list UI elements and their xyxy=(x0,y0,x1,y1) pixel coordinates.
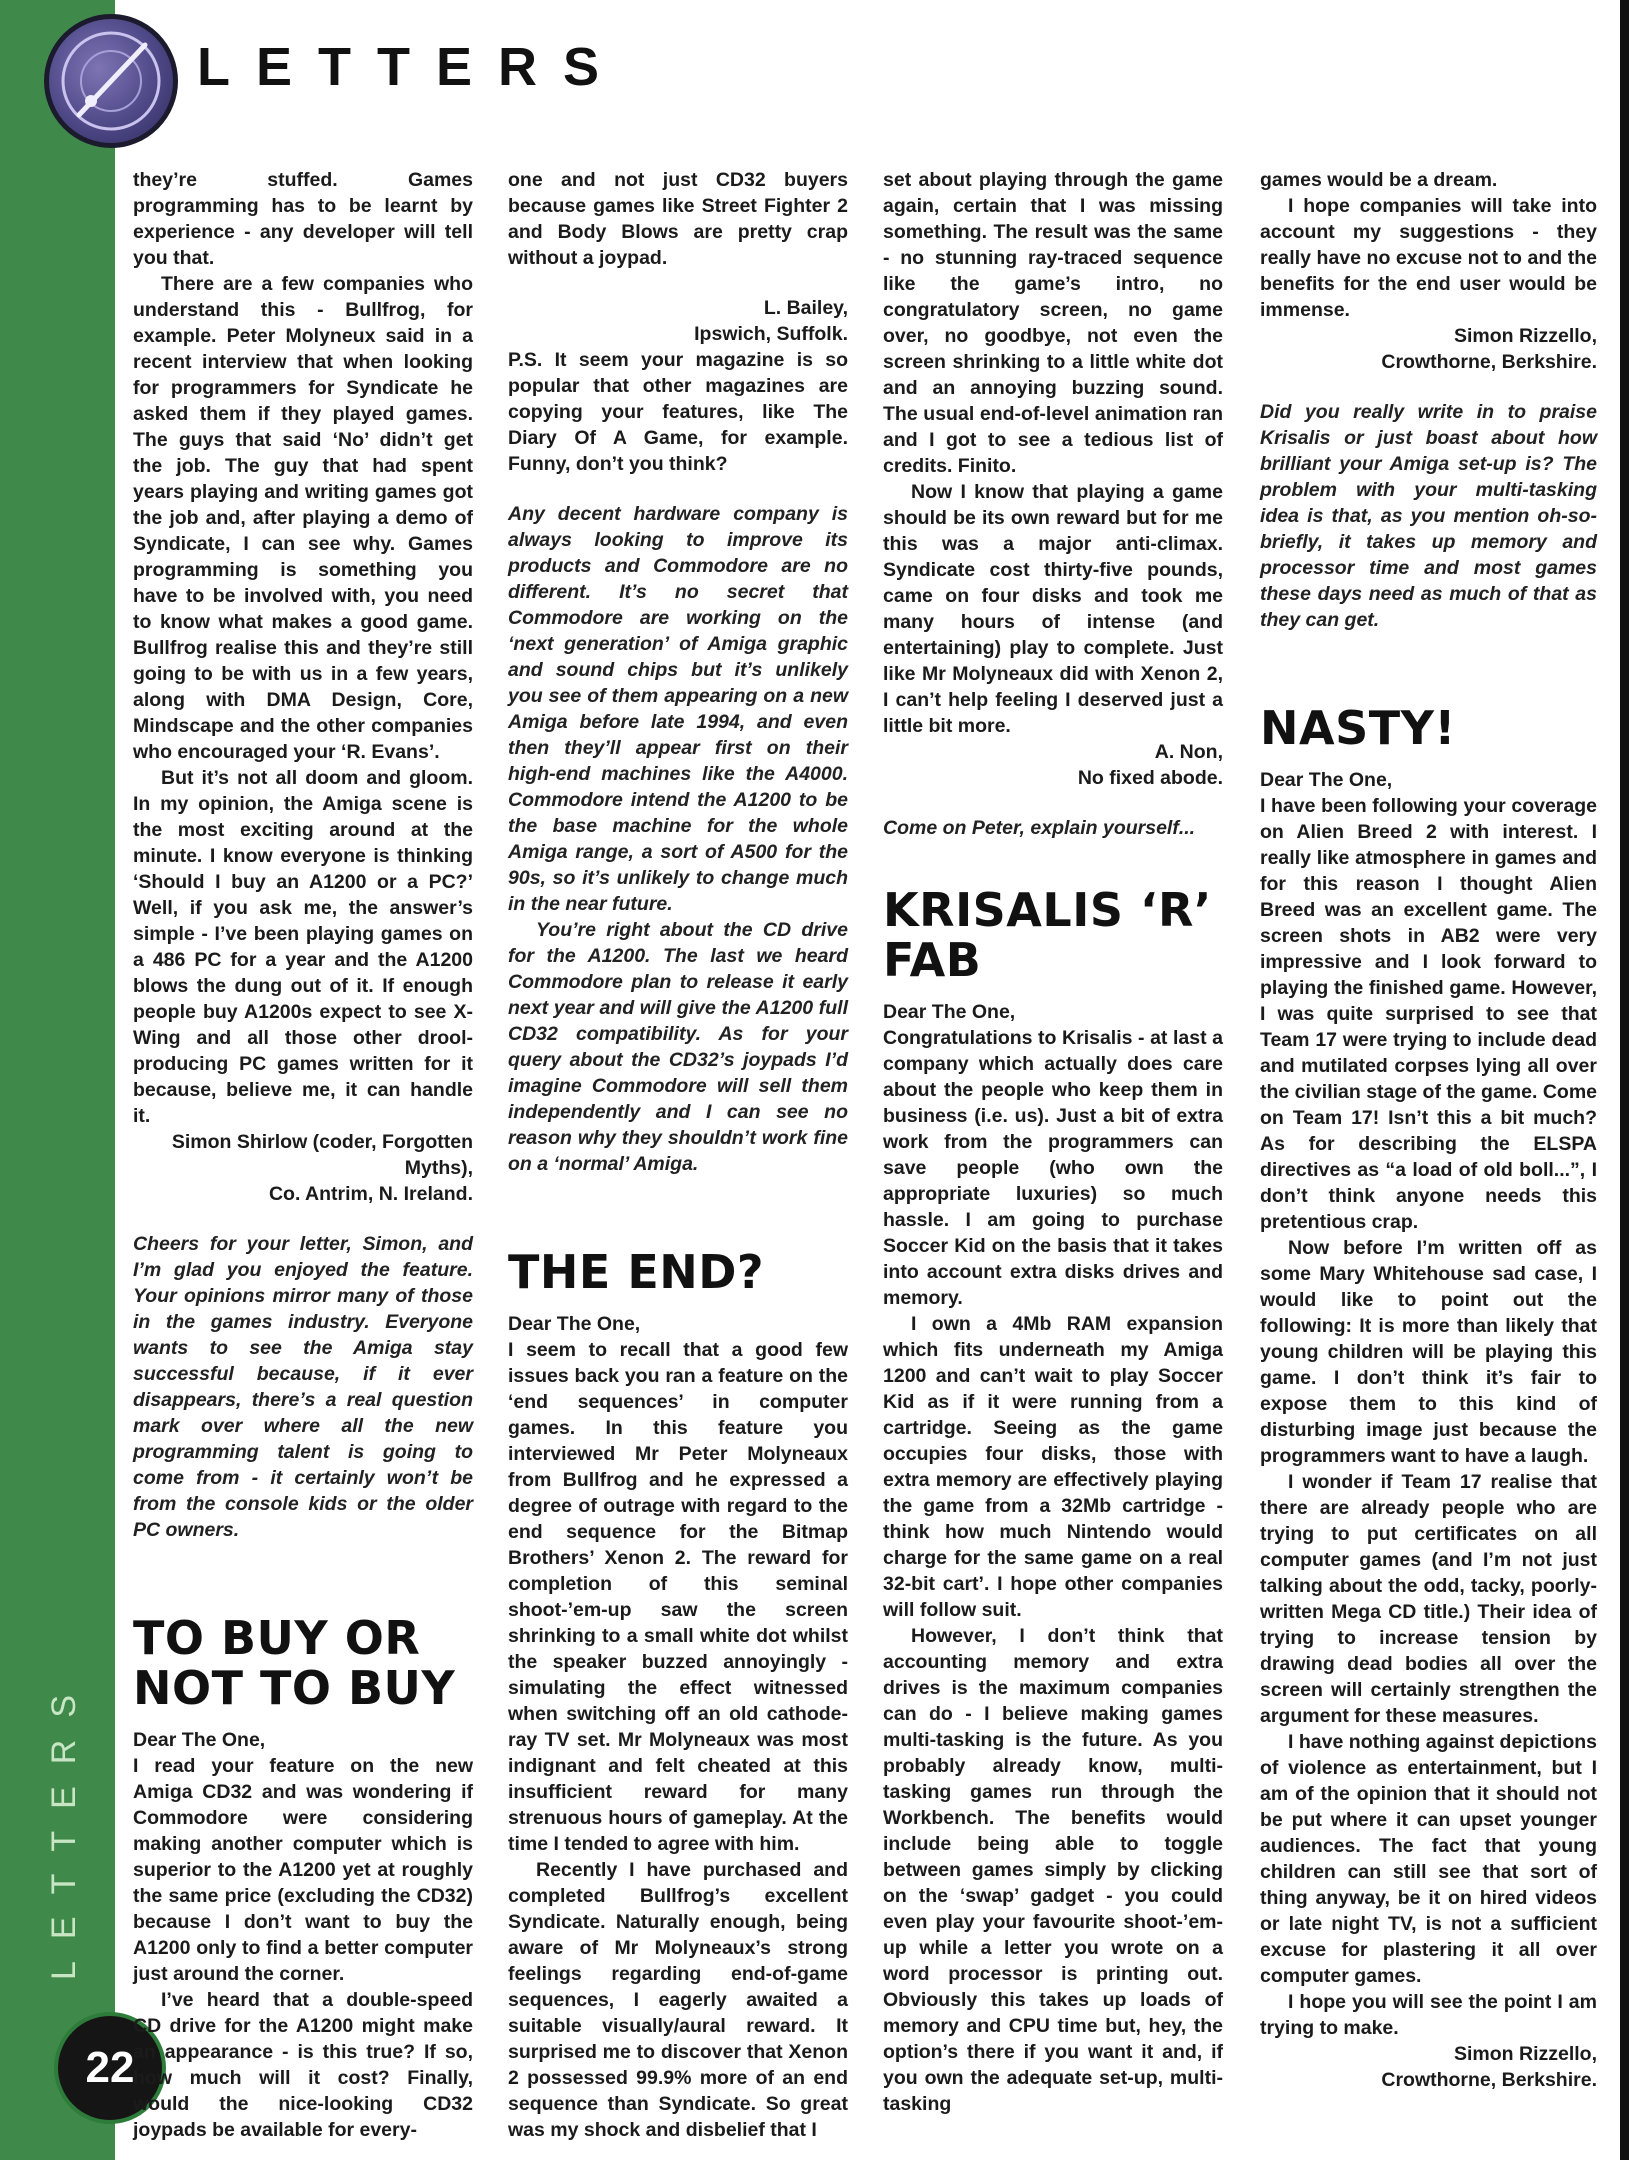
letter-salutation: Dear The One, xyxy=(133,1729,266,1751)
letter-salutation: Dear The One, xyxy=(508,1313,641,1335)
letter-signature-place: Crowthorne, Berkshire. xyxy=(1381,2069,1597,2091)
column-1 xyxy=(133,167,473,2143)
letter-signature-place: Crowthorne, Berkshire. xyxy=(1381,351,1597,373)
letter-paragraph: Congratulations to Krisalis - at last a company which actually does care about the people who keep them in business (i.e. us). Just a bit of extra work from the programmers can save people (who own the appropriate luxuries) so much hassle. I am going to purchase Soccer Kid on the basis that it takes into account extra disks drives and memory. xyxy=(883,1027,1223,1309)
editor-reply: Come on Peter, explain yourself... xyxy=(883,817,1196,839)
letter-paragraph: Recently I have purchased and completed Bullfrog’s excellent Syndicate. Naturally enough, being aware of Mr Molyneaux’s strong feelings regarding end-of-game sequences, I eagerly awaited a suitable visually/aural reward. It surprised me to discover that Xenon 2 possessed 99.9% more of an end sequence than Syndicate. So great was my shock and disbelief that I xyxy=(508,1859,848,2141)
letter-paragraph: one and not just CD32 buyers because games like Street Fighter 2 and Body Blows are pretty crap without a joypad. xyxy=(508,169,848,269)
letter-paragraph: Now I know that playing a game should be its own reward but for me this was a major anti-climax. Syndicate cost thirty-five pounds, came on four disks and took me many hours of intense (and entertaining) play to complete. Just like Mr Molyneaux did with Xenon 2, I can’t help feeling I deserved just a little bit more. xyxy=(883,481,1223,737)
letters-logo-icon xyxy=(44,14,178,148)
section-heading: KRISALIS ‘R’ FAB xyxy=(883,883,1212,987)
section-heading: NASTY! xyxy=(1260,701,1456,755)
section-heading: THE END? xyxy=(508,1245,765,1299)
letter-paragraph: I read your feature on the new Amiga CD32 and was wondering if Commodore were considering making another computer which is superior to the A1200 yet at roughly the same price (excluding the CD32) because I don’t want to buy the A1200 only to find a better computer just around the corner. xyxy=(133,1755,473,1985)
letter-signature-name: L. Bailey, xyxy=(763,297,848,319)
column-2 xyxy=(508,167,848,2143)
sidebar-letters-text: LETTERS xyxy=(45,1672,83,1980)
letter-paragraph: However, I don’t think that accounting memory and extra drives is the maximum companies can do - I believe making games multi-tasking is the future. As you probably already know, multi-tasking games run through the Workbench. The benefits would include being able to toggle between games simply by clicking on the ‘swap’ gadget - you could even play your favourite shoot-’em-up while a letter you wrote on a word processor is printing out. Obviously this takes up loads of memory and CPU time but, hey, the option’s there if you want it and, if you own the adequate set-up, multi-tasking xyxy=(883,1625,1223,2115)
letter-paragraph: they’re stuffed. Games programming has to be learnt by experience - any developer will tell you that. xyxy=(133,169,473,269)
editor-reply: Did you really write in to praise Krisalis or just boast about how brilliant your Amiga set-up is? The problem with your multi-tasking idea is that, as you mention oh-so-briefly, it takes up memory and processor time and most games these days need as much of that as they can get. xyxy=(1260,401,1597,631)
letter-salutation: Dear The One, xyxy=(1260,769,1393,791)
green-sidebar xyxy=(0,0,115,2160)
letter-paragraph: games would be a dream. xyxy=(1260,169,1498,191)
column-4 xyxy=(1260,167,1597,2093)
letter-paragraph: There are a few companies who understand this - Bullfrog, for example. Peter Molyneux said in a recent interview that when looking for programmers for Syndicate he asked them if they played games. The guys that said ‘No’ didn’t get the job. The guy that had spent years playing and writing games got the job and, after playing a demo of Syndicate, I can see why. Games programming is something you have to be involved with, you need to know what makes a good game. Bullfrog realise this and they’re still going to be with us in a few years, along with DMA Design, Core, Mindscape and the other companies who encouraged your ‘R. Evans’. xyxy=(133,273,473,763)
letter-postscript: P.S. It seem your magazine is so popular that other magazines are copying your features, like The Diary Of A Game, for example. Funny, don’t you think? xyxy=(508,349,848,475)
editor-reply: Any decent hardware company is always looking to improve its products and Commodore are no different. It’s no secret that Commodore are working on the ‘next generation’ of Amiga graphic and sound chips but it’s unlikely you see of them appearing on a new Amiga before late 1994, and even then they’ll appear first on their high-end machines like the A4000. Commodore intend the A1200 to be the base machine for the whole Amiga range, a sort of A500 for the 90s, so it’s unlikely to change much in the near future. xyxy=(508,503,848,915)
letter-paragraph: Now before I’m written off as some Mary Whitehouse sad case, I would like to point out the following: It is more than likely that young children will be playing this game. I don’t think it’s fair to expose them to this kind of disturbing image just because the programmers want to have a laugh. xyxy=(1260,1237,1597,1467)
column-3 xyxy=(883,167,1223,2117)
section-heading: TO BUY OR NOT TO BUY xyxy=(133,1611,456,1715)
letter-paragraph: I hope you will see the point I am trying to make. xyxy=(1260,1991,1597,2039)
letter-paragraph: set about playing through the game again, certain that I was missing something. The result was the same - no stunning ray-traced sequence like the game’s intro, no congratulatory screen, no game over, no goodbye, not even the screen shrinking to a little white dot and an annoying buzzing sound. The usual end-of-level animation ran and I got to see a tedious list of credits. Finito. xyxy=(883,169,1223,477)
letter-paragraph: I seem to recall that a good few issues back you ran a feature on the ‘end sequences’ in computer games. In this feature you interviewed Mr Peter Molyneaux from Bullfrog and he expressed a degree of outrage with regard to the end sequence for the Bitmap Brothers’ Xenon 2. The reward for completion of this seminal shoot-’em-up saw the screen shrinking to a small white dot whilst the speaker buzzed annoyingly - simulating the effect witnessed when switching off an old cathode-ray TV set. Mr Molyneaux was most indignant and felt cheated at this insufficient reward for many strenuous hours of gameplay. At the time I tended to agree with him. xyxy=(508,1339,848,1855)
letter-signature-place: Ipswich, Suffolk. xyxy=(694,323,848,345)
letter-paragraph: I’ve heard that a double-speed CD drive for the A1200 might make an appearance - is this true? If so, how much will it cost? Finally, would the nice-looking CD32 joypads be available for every- xyxy=(133,1989,473,2141)
letter-signature-place: Co. Antrim, N. Ireland. xyxy=(268,1183,473,1205)
letter-signature-name: Simon Rizzello, xyxy=(1453,325,1597,347)
letter-signature-name: Simon Rizzello, xyxy=(1453,2043,1597,2065)
letter-paragraph: I have nothing against depictions of violence as entertainment, but I am of the opinion that it should not be put where it can upset younger audiences. The fact that young children can still see that sort of thing anyway, be it on hired videos or late night TV, is not a sufficient excuse for plastering it all over computer games. xyxy=(1260,1731,1597,1987)
letter-signature-name: Simon Shirlow (coder, Forgotten Myths), xyxy=(171,1131,473,1179)
letter-paragraph: I own a 4Mb RAM expansion which fits underneath my Amiga 1200 and can’t wait to play Soccer Kid as if it were running from a cartridge. Seeing as the game occupies four disks, those with extra memory are effectively playing the game from a 32Mb cartridge - think how much Nintendo would charge for the same game on a real 32-bit cart’. I hope other companies will follow suit. xyxy=(883,1313,1223,1621)
page-title: LETTERS xyxy=(197,37,626,97)
editor-reply: You’re right about the CD drive for the A1200. The last we heard Commodore plan to release it early next year and will give the A1200 full CD32 compatibility. As for your query about the CD32’s joypads I’d imagine Commodore will sell them independently and I can see no reason why they shouldn’t work fine on a ‘normal’ Amiga. xyxy=(508,919,848,1175)
letter-salutation: Dear The One, xyxy=(883,1001,1016,1023)
letter-signature-place: No fixed abode. xyxy=(1077,767,1223,789)
letter-paragraph: I hope companies will take into account my suggestions - they really have no excuse not to and the benefits for the end user would be immense. xyxy=(1260,195,1597,321)
letter-paragraph: But it’s not all doom and gloom. In my opinion, the Amiga scene is the most exciting around at the minute. I know everyone is thinking ‘Should I buy an A1200 or a PC?’ Well, if you ask me, the answer’s simple - I’ve been playing games on a 486 PC for a year and the A1200 blows the dung out of it. If enough people buy A1200s expect to see X-Wing and all those other drool-producing PC games written for it because, believe me, it can handle it. xyxy=(133,767,473,1127)
sidebar-letters-label xyxy=(30,1670,90,1980)
letter-paragraph: I have been following your coverage on Alien Breed 2 with interest. I really like atmosphere in games and for this reason I thought Alien Breed was an excellent game. The screen shots in AB2 were very impressive and I look forward to playing the finished game. However, I was quite surprised to see that Team 17 were trying to include dead and mutilated corpses lying all over the civilian stage of the game. Come on Team 17! Isn’t this a bit much? As for describing the ELSPA directives as “a load of old boll...”, I don’t think anyone needs this pretentious crap. xyxy=(1260,795,1598,1233)
letter-paragraph: I wonder if Team 17 realise that there are already people who are trying to put certificates on all computer games (and I’m not just talking about the odd, tacky, poorly-written Mega CD title.) Their idea of trying to increase tension by drawing dead bodies all over the screen will certainly strengthen the argument for these measures. xyxy=(1260,1471,1597,1727)
page-edge xyxy=(1620,0,1629,2160)
letter-signature-name: A. Non, xyxy=(1154,741,1223,763)
page-number: 22 xyxy=(85,2043,135,2092)
editor-reply: Cheers for your letter, Simon, and I’m glad you enjoyed the feature. Your opinions mirror many of those in the games industry. Everyone wants to see the Amiga stay successful because, if it ever disappears, there’s a real question mark over where all the new programming talent is going to come from - it certainly won’t be from the console kids or the older PC owners. xyxy=(133,1233,473,1541)
